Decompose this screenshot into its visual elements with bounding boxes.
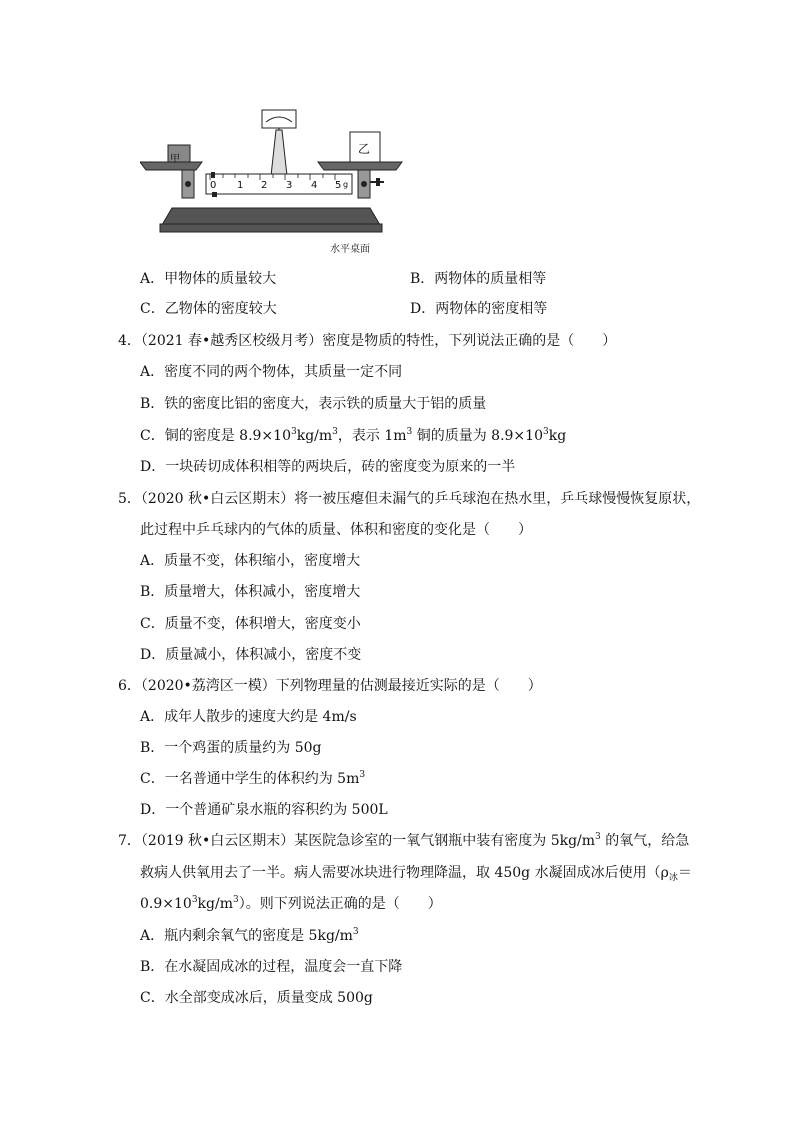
q3-option-b: B．两物体的质量相等 <box>410 271 547 287</box>
q4-option-d: D．一块砖切成体积相等的两块后，砖的密度变为原来的一半 <box>140 459 516 475</box>
q4-option-b: B．铁的密度比铝的密度大，表示铁的质量大于铝的质量 <box>140 396 487 412</box>
q6-stem: 6．（2020•荔湾区一模）下列物理量的估测最接近实际的是（ ） <box>118 678 542 694</box>
balance-base-bottom <box>160 224 382 232</box>
ruler-beam <box>206 174 352 194</box>
q7-option-b: B．在水凝固成冰的过程，温度会一直下降 <box>140 959 403 975</box>
tick-label-4: 4 <box>311 180 318 191</box>
q6-option-c: C．一名普通中学生的体积约为 $5m^3$ <box>140 770 366 787</box>
q7-option-c: C．水全部变成冰后，质量变成 500g <box>140 990 373 1006</box>
figure-caption: 水平桌面 <box>330 244 370 255</box>
q4-stem: 4．（2021 春•越秀区校级月考）密度是物质的特性，下列说法正确的是（ ） <box>118 333 617 349</box>
balance-base <box>162 208 380 225</box>
q6-option-d: D．一个普通矿泉水瓶的容积约为 500L <box>140 802 388 818</box>
q5-option-c: C．质量不变，体积增大，密度变小 <box>140 616 361 632</box>
q7-stem-line-2: 救病人供氧用去了一半。病人需要冰块进行物理降温，取 450g 水凝固成冰后使用（$\rho_冰=$ <box>140 865 692 883</box>
q5-stem-line-2: 此过程中乒乓球内的气体的质量、体积和密度的变化是（ ） <box>140 522 532 538</box>
tick-label-2: 2 <box>261 180 268 191</box>
q7-stem-line-1: 7．（2019 秋•白云区期末）某医院急诊室的一氧气钢瓶中装有密度为 $5kg/m^3$ 的氧气，给急 <box>118 832 690 849</box>
q5-option-a: A．质量不变，体积缩小，密度增大 <box>140 553 361 569</box>
right-pan <box>318 162 402 170</box>
q6-option-a: A．成年人散步的速度大约是 4m/s <box>140 709 357 725</box>
q4-option-c: C．铜的密度是 $8.9\times 10^3kg/m^3$，表示 $1m^3$ 铜的质量为 $8.9\times 10^3kg$ <box>140 427 567 444</box>
balance-drawing <box>140 100 410 260</box>
q5-option-b: B．质量增大，体积减小，密度增大 <box>140 584 361 600</box>
scale-unit: g <box>343 180 349 189</box>
q6-option-b: B．一个鸡蛋的质量约为 50g <box>140 740 322 756</box>
tick-label-3: 3 <box>286 180 293 191</box>
q5-option-d: D．质量减小，体积减小，密度不变 <box>140 647 362 663</box>
q7-stem-line-3: $0.9\times 10^3kg/m^3$）。则下列说法正确的是（ ） <box>140 895 442 912</box>
left-block-label: 甲 <box>170 154 180 165</box>
q3-option-a: A．甲物体的质量较大 <box>140 271 277 287</box>
q3-option-c: C．乙物体的密度较大 <box>140 301 277 317</box>
right-block-label: 乙 <box>358 142 371 156</box>
q3-option-d: D．两物体的密度相等 <box>410 301 548 317</box>
balance-figure <box>140 100 410 260</box>
q4-option-a: A．密度不同的两个物体，其质量一定不同 <box>140 364 403 380</box>
tick-label-1: 1 <box>237 180 244 191</box>
pointer-scale <box>262 110 296 128</box>
q5-stem-line-1: 5．（2020 秋•白云区期末）将一被压瘪但未漏气的乒乓球泡在热水里，乒乓球慢慢恢复原状， <box>118 491 701 507</box>
tick-label-5: 5 <box>335 180 342 191</box>
q7-option-a: A．瓶内剩余氧气的密度是 $5kg/m^3$ <box>140 927 359 944</box>
tick-label-0: 0 <box>210 180 217 191</box>
rider <box>211 172 215 178</box>
